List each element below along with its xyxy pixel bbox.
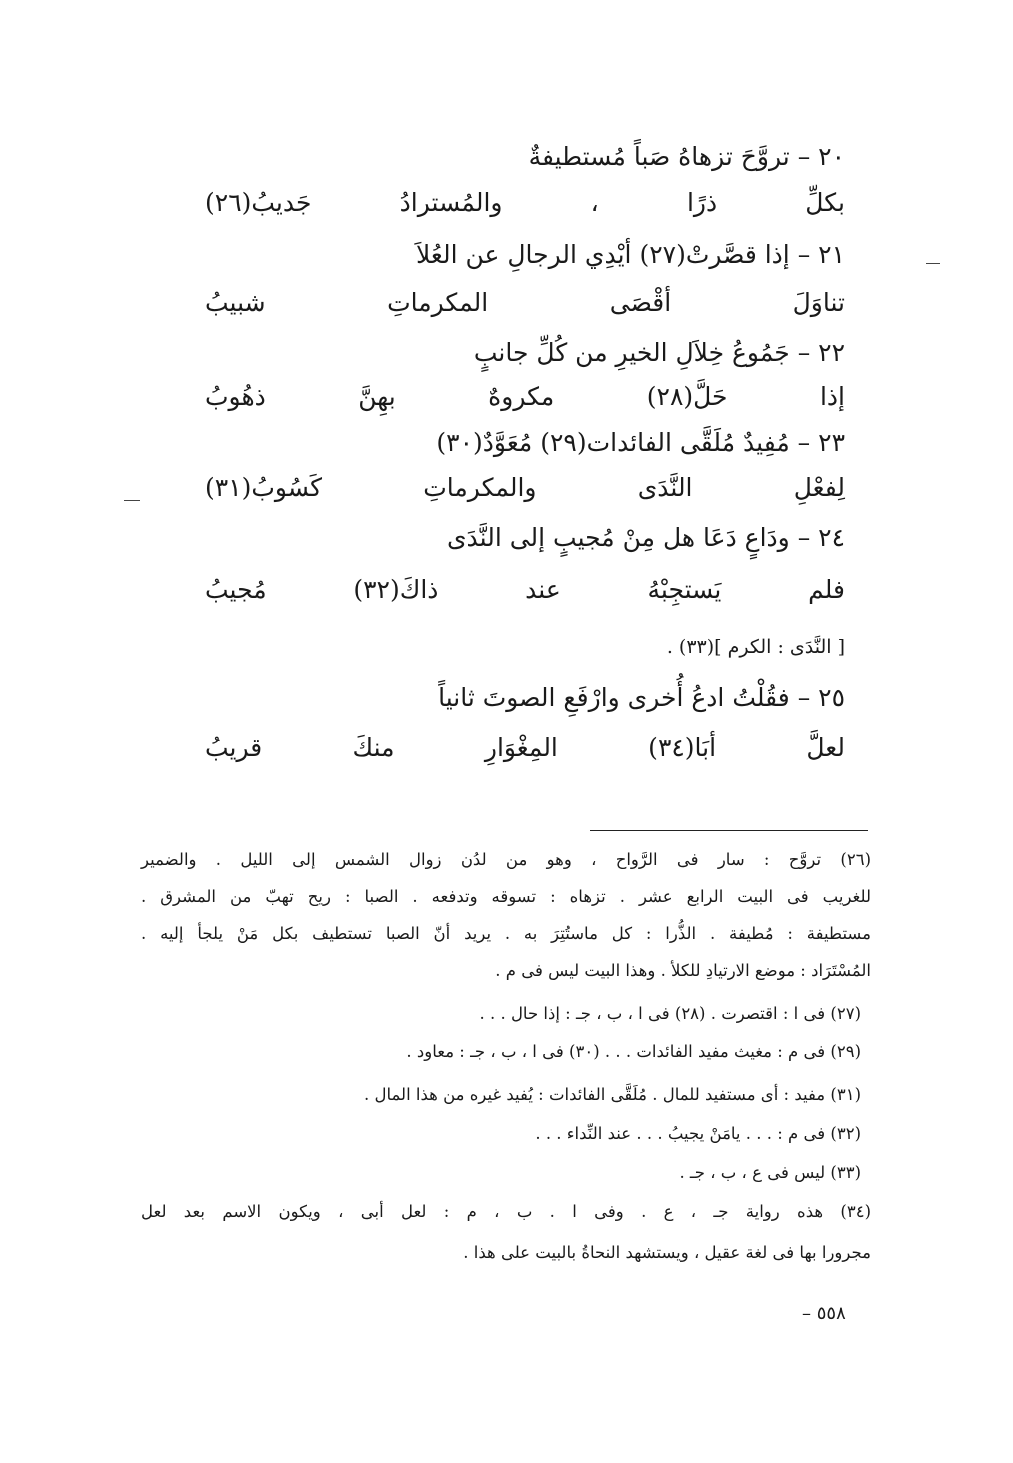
verse-21-second-hemistich: تناوَلَ أقْصَى المكرماتِ شبيبُ xyxy=(205,288,845,317)
verse-23-second-hemistich: لِفعْلِ النَّدَى والمكرماتِ كَسُوبُ(٣١) xyxy=(205,473,845,502)
gloss-line: [ النَّدَى : الكرم ](٣٣) . xyxy=(666,636,845,658)
margin-mark xyxy=(926,263,940,264)
footnote-line-9: (٣٣) ليس فى ع ، ب ، جـ . xyxy=(679,1163,861,1182)
footnote-line-7: (٣١) مفيد : أى مستفيد للمال . مُلَقَّى الفائدات : يُفيد غيره من هذا المال . xyxy=(364,1085,861,1104)
margin-mark xyxy=(124,500,140,501)
footnote-line-2: للغريب فى البيت الرابع عشر . تزهاه : تسوقه وتدفعه . الصبا : ريح تهبّ من المشرق . xyxy=(141,887,871,906)
verse-25-first-hemistich: ٢٥ – فقُلْتُ ادعُ أُخرى وارْفَعِ الصوتَ ثانياً xyxy=(438,683,845,712)
verse-23-first-hemistich: ٢٣ – مُفِيدٌ مُلَقَّى الفائدات(٢٩) مُعَوَّدٌ(٣٠) xyxy=(436,428,845,457)
verse-20-first-hemistich: ٢٠ – تروَّحَ تزهاهُ صَباً مُستطيفةٌ xyxy=(528,142,845,171)
verse-25-second-hemistich: لعلَّ أبَا(٣٤) المِغْوَارِ منكَ قريبُ xyxy=(205,733,845,762)
footnote-separator xyxy=(590,830,868,831)
footnote-line-8: (٣٢) فى م : . . . يامَنْ يجيبُ . . . عند النِّداء . . . xyxy=(535,1124,861,1143)
footnote-line-4: المُسْتَرَاد : موضع الارتيادِ للكلأ . وهذا البيت ليس فى م . xyxy=(495,961,871,980)
footnote-line-3: مستطيفة : مُطيفة . الذُّرا : كل ماستُتِرَ به . يريد أنّ الصبا تستطيف بكل مَنْ يلجأ إليه . xyxy=(141,924,871,943)
footnote-line-6: (٢٩) فى م : مغيث مفيد الفائدات . . . (٣٠) فى ا ، ب ، جـ : معاود . xyxy=(406,1042,861,1061)
footnote-line-1: (٢٦) تروَّح : سار فى الرَّواح ، وهو من لدُن زوال الشمس إلى الليل . والضمير xyxy=(141,850,871,869)
verse-22-first-hemistich: ٢٢ – جَمُوعُ خِلاَلِ الخيرِ من كُلِّ جانبٍ xyxy=(473,338,845,367)
verse-21-first-hemistich: ٢١ – إذا قصَّرتْ(٢٧) أيْدِي الرجالِ عن العُلاَ xyxy=(415,240,845,269)
verse-20-second-hemistich: بكلِّ ذرًا ، والمُسترادُ جَديبُ(٢٦) xyxy=(205,188,845,217)
footnote-line-11: مجرورا بها فى لغة عقيل ، ويستشهد النحاةُ بالبيت على هذا . xyxy=(463,1243,871,1262)
verse-24-second-hemistich: فلم يَستجِبْهُ عند ذاكَ(٣٢) مُجيبُ xyxy=(205,575,845,604)
verse-22-second-hemistich: إذا حَلَّ(٢٨) مكروهٌ بهِنَّ ذهُوبُ xyxy=(205,382,845,411)
footnote-line-10: (٣٤) هذه رواية جـ ، ع . وفى ا . ب ، م : لعل أبى ، ويكون الاسم بعد لعل xyxy=(141,1202,871,1221)
footnote-line-5: (٢٧) فى ا : اقتصرت . (٢٨) فى ا ، ب ، جـ : إذا حال . . . xyxy=(479,1004,861,1023)
verse-24-first-hemistich: ٢٤ – ودَاعٍ دَعَا هل مِنْ مُجيبٍ إلى النَّدَى xyxy=(446,523,845,552)
page-number: ٥٥٨ – xyxy=(802,1303,846,1324)
